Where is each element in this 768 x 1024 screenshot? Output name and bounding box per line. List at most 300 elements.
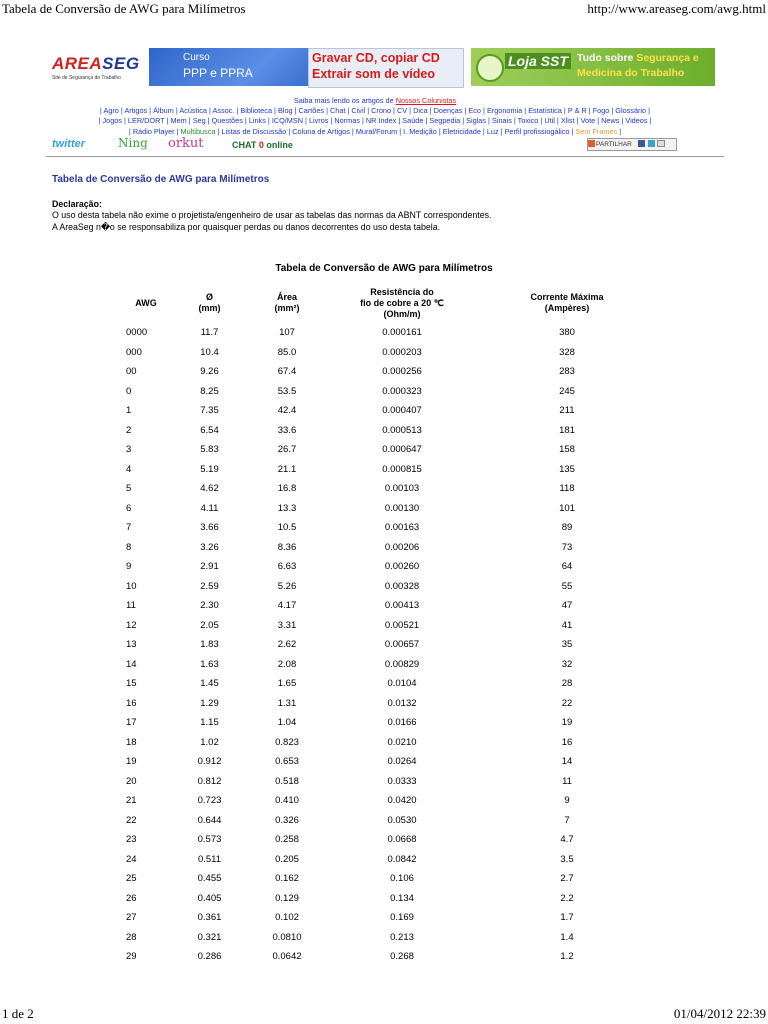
cell-area-mm2: 2.08 xyxy=(277,658,297,670)
nav-item-link[interactable]: I. Medição xyxy=(403,126,437,136)
cell-diameter-mm: 3.26 xyxy=(200,541,219,553)
nav-separator: | xyxy=(242,116,249,126)
cell-max-current: 245 xyxy=(559,385,575,397)
ad3-shop-name: Loja SST xyxy=(505,53,571,69)
nav-separator: | xyxy=(359,116,366,126)
cell-diameter-mm: 3.66 xyxy=(200,522,219,534)
cell-diameter-mm: 1.29 xyxy=(200,697,219,709)
table-row xyxy=(110,323,667,343)
cell-max-current: 1.2 xyxy=(560,951,574,963)
nav-separator: | xyxy=(460,116,467,126)
print-header xyxy=(0,0,768,18)
cell-area-mm2: 0.102 xyxy=(275,912,299,924)
disclaimer-line-2: A AreaSeg n�o se responsabiliza por quaisquer perdas ou danos decorrentes do uso desta tabela. xyxy=(52,221,441,232)
nav-item-link[interactable]: Artigos xyxy=(124,106,148,116)
nav-separator: | xyxy=(186,116,193,126)
cell-resistance: 0.000815 xyxy=(382,463,422,475)
ad1-big-text: PPP e PPRA xyxy=(183,66,253,80)
nav-item-link[interactable]: Saúde xyxy=(402,116,424,126)
cell-max-current: 380 xyxy=(559,327,575,339)
nav-separator: | xyxy=(324,106,331,116)
ad-gravar-cd[interactable] xyxy=(308,48,464,88)
areaseg-logo[interactable] xyxy=(52,54,148,86)
ad3-line1-b: Segurança e xyxy=(636,52,699,64)
table-row xyxy=(110,616,667,636)
nav-separator: | xyxy=(173,106,180,116)
cell-awg: 8 xyxy=(126,541,132,553)
ad3-line1 xyxy=(577,52,699,64)
cell-diameter-mm: 5.19 xyxy=(200,463,219,475)
cell-area-mm2: 13.3 xyxy=(277,502,297,514)
cell-awg: 00 xyxy=(126,366,137,378)
cell-area-mm2: 0.129 xyxy=(275,892,299,904)
cell-diameter-mm: 1.02 xyxy=(200,736,219,748)
table-row xyxy=(110,733,667,753)
cell-awg: 17 xyxy=(126,717,137,729)
nav-separator: | xyxy=(538,116,545,126)
cell-area-mm2: 0.653 xyxy=(275,756,299,768)
cell-resistance: 0.00130 xyxy=(384,502,420,514)
cell-diameter-mm: 10.4 xyxy=(200,346,219,358)
cell-area-mm2: 2.62 xyxy=(277,639,297,651)
header-diameter-l1: Ø xyxy=(205,292,213,302)
cell-area-mm2: 1.65 xyxy=(277,678,297,690)
cell-diameter-mm: 1.83 xyxy=(200,639,219,651)
table-row xyxy=(110,928,667,948)
nav-item-link[interactable]: Doenças xyxy=(433,106,463,116)
nav-item-link[interactable]: Siglas xyxy=(466,116,487,126)
cell-max-current: 181 xyxy=(559,424,575,436)
cell-diameter-mm: 5.83 xyxy=(200,444,219,456)
ad3-line2: Medicina do Trabalho xyxy=(577,67,685,79)
cell-diameter-mm: 2.59 xyxy=(200,580,219,592)
nav-item-link[interactable]: Assoc. xyxy=(212,106,235,116)
cell-max-current: 55 xyxy=(561,580,573,592)
cell-awg: 14 xyxy=(126,658,137,670)
cell-awg: 4 xyxy=(126,463,132,475)
disclaimer-heading: Declaração: xyxy=(52,199,102,209)
table-row xyxy=(110,596,667,616)
cell-awg: 20 xyxy=(126,775,137,787)
nav-item-link[interactable]: Segpedia xyxy=(429,116,461,126)
cell-resistance: 0.0166 xyxy=(387,717,417,729)
nav-item-link[interactable]: Vote xyxy=(580,116,596,126)
cell-diameter-mm: 2.30 xyxy=(200,600,219,612)
nav-separator: | xyxy=(462,106,469,116)
email-icon xyxy=(657,140,665,147)
table-row xyxy=(110,889,667,909)
header-awg xyxy=(110,283,182,323)
nav-separator: | xyxy=(118,106,125,116)
cell-area-mm2: 0.518 xyxy=(275,775,299,787)
cell-area-mm2: 0.410 xyxy=(275,795,299,807)
print-page-title: Tabela de Conversão de AWG para Milímetros xyxy=(2,1,246,16)
nav-separator: | xyxy=(498,126,505,136)
cell-diameter-mm: 6.54 xyxy=(200,424,219,436)
cell-diameter-mm: 9.26 xyxy=(200,366,219,378)
nav-item-link[interactable]: Mural/Forum xyxy=(355,126,398,136)
cell-diameter-mm: 1.63 xyxy=(200,658,219,670)
table-row xyxy=(110,908,667,928)
nav-item-link[interactable]: P & R xyxy=(567,106,587,116)
cell-max-current: 283 xyxy=(559,366,575,378)
ning-link[interactable]: Ning xyxy=(118,136,148,150)
nav-item-link[interactable]: Blog xyxy=(277,106,293,116)
table-row xyxy=(110,382,667,402)
nav-item-link[interactable]: Rádio Player xyxy=(132,126,175,136)
table-row xyxy=(110,421,667,441)
cell-max-current: 35 xyxy=(561,639,573,651)
nav-row-2 xyxy=(60,116,690,126)
cell-awg: 000 xyxy=(126,346,142,358)
nav-item-link[interactable]: Jogos xyxy=(102,116,122,126)
nav-item-link[interactable]: Eco xyxy=(468,106,481,116)
nav-separator: | xyxy=(303,116,309,126)
cell-area-mm2: 0.205 xyxy=(275,853,299,865)
banner xyxy=(52,48,717,90)
cell-awg: 9 xyxy=(126,561,132,573)
cell-max-current: 3.5 xyxy=(560,853,574,865)
nav-separator: | xyxy=(128,126,133,136)
cell-awg: 29 xyxy=(126,951,137,963)
nav-item-link[interactable]: LER/DORT xyxy=(127,116,165,126)
table-row xyxy=(110,362,667,382)
cell-diameter-mm: 2.91 xyxy=(200,561,219,573)
page-title: Tabela de Conversão de AWG para Milímetros xyxy=(52,174,270,185)
ad2-line1: Gravar CD, copiar CD xyxy=(312,51,440,65)
table-row xyxy=(110,850,667,870)
cell-awg: 23 xyxy=(126,834,137,846)
nav-item-link[interactable]: Ergonomia xyxy=(486,106,523,116)
nav-separator: | xyxy=(147,106,154,116)
nav-separator: | xyxy=(511,116,518,126)
nav-item-link[interactable]: Agro xyxy=(103,106,119,116)
cell-awg: 21 xyxy=(126,795,137,807)
cell-resistance: 0.213 xyxy=(390,931,414,943)
cell-area-mm2: 10.5 xyxy=(277,522,297,534)
nav-separator: | xyxy=(265,116,272,126)
nav-item-link[interactable]: Util xyxy=(544,116,555,126)
share-label: PARTILHAR xyxy=(596,141,632,148)
cell-area-mm2: 0.162 xyxy=(275,873,299,885)
nav-item-link[interactable]: Álbum xyxy=(153,106,174,116)
disclaimer-line-1: O uso desta tabela não exime o projetista/engenheiro de usar as tabelas das normas da ABNT correspondentes. xyxy=(52,210,492,221)
awg-conversion-table xyxy=(110,283,667,967)
cell-diameter-mm: 0.455 xyxy=(197,873,222,885)
nav-item-link[interactable]: Normas xyxy=(334,116,360,126)
table-row xyxy=(110,811,667,831)
cell-diameter-mm: 0.812 xyxy=(197,775,222,787)
nav-separator: | xyxy=(561,106,568,116)
nav-separator: | xyxy=(619,116,626,126)
cell-awg: 3 xyxy=(126,444,132,456)
cell-resistance: 0.000161 xyxy=(382,327,422,339)
logo-subtitle: Site de Segurança do Trabalho xyxy=(52,75,121,81)
print-page-url: http://www.areaseg.com/awg.html xyxy=(587,1,766,16)
cell-area-mm2: 26.7 xyxy=(277,444,297,456)
nav-separator: | xyxy=(345,106,352,116)
social-bar xyxy=(52,136,682,154)
cell-awg: 27 xyxy=(126,912,137,924)
cell-resistance: 0.0530 xyxy=(387,814,417,826)
share-button[interactable] xyxy=(587,138,677,151)
cell-area-mm2: 107 xyxy=(279,327,295,339)
cell-resistance: 0.169 xyxy=(390,912,414,924)
cell-diameter-mm: 0.912 xyxy=(197,756,222,768)
header-resistance-l2: fio de cobre a 20 ℃ xyxy=(360,297,444,308)
cell-max-current: 7 xyxy=(564,814,570,826)
cell-area-mm2: 5.26 xyxy=(277,580,297,592)
cell-awg: 24 xyxy=(126,853,137,865)
nav-row-1 xyxy=(60,106,690,116)
header-diameter xyxy=(182,283,237,323)
nav-item-link[interactable]: Eletricidade xyxy=(442,126,481,136)
nav-item-link[interactable]: Glossário xyxy=(615,106,647,116)
cell-max-current: 2.7 xyxy=(560,873,574,885)
cell-resistance: 0.0104 xyxy=(387,678,417,690)
nav-item-link[interactable]: Biblioteca xyxy=(240,106,272,116)
cell-resistance: 0.106 xyxy=(390,873,414,885)
cell-resistance: 0.0132 xyxy=(387,697,417,709)
cell-awg: 2 xyxy=(126,424,132,436)
cell-max-current: 19 xyxy=(561,717,573,729)
table-row xyxy=(110,694,667,714)
cell-resistance: 0.00829 xyxy=(384,658,420,670)
chat-count: 0 xyxy=(258,140,264,150)
table-row xyxy=(110,343,667,363)
cell-max-current: 101 xyxy=(559,502,575,514)
cell-max-current: 41 xyxy=(561,619,573,631)
table-row xyxy=(110,713,667,733)
cell-resistance: 0.000647 xyxy=(382,444,422,456)
cell-awg: 22 xyxy=(126,814,137,826)
cell-diameter-mm: 0.723 xyxy=(197,795,222,807)
chat-label: CHAT xyxy=(232,140,257,150)
table-row xyxy=(110,401,667,421)
divider xyxy=(46,156,724,157)
cell-max-current: 9 xyxy=(564,795,570,807)
cell-resistance: 0.000323 xyxy=(382,385,422,397)
nav-separator: | xyxy=(234,106,241,116)
cell-awg: 28 xyxy=(126,931,137,943)
nav-item-link[interactable]: Acústica xyxy=(179,106,207,116)
nav-item-link[interactable]: Livros xyxy=(308,116,329,126)
ad2-line2: Extrair som de vídeo xyxy=(312,67,435,81)
chat-status: online xyxy=(266,140,293,150)
cell-max-current: 2.2 xyxy=(560,892,574,904)
table-header-row xyxy=(110,283,667,323)
header-awg-l1: AWG xyxy=(135,297,157,308)
table-row xyxy=(110,499,667,519)
cell-area-mm2: 42.4 xyxy=(277,405,297,417)
print-datetime: 01/04/2012 22:39 xyxy=(673,1006,766,1021)
nav-separator: | xyxy=(349,126,356,136)
cell-area-mm2: 1.31 xyxy=(277,697,297,709)
nav-item-link[interactable]: Fogo xyxy=(592,106,610,116)
nav-item-link[interactable]: Civil xyxy=(351,106,366,116)
leaf-icon xyxy=(476,54,504,82)
nav-separator: | xyxy=(609,106,616,116)
site-nav xyxy=(60,96,690,137)
cell-resistance: 0.00521 xyxy=(384,619,420,631)
header-max-current xyxy=(467,283,667,323)
cell-max-current: 22 xyxy=(561,697,573,709)
orkut-link[interactable]: orkut xyxy=(168,136,204,151)
nav-separator: | xyxy=(174,126,181,136)
cell-resistance: 0.00413 xyxy=(384,600,420,612)
nav-item-link[interactable]: Cartões xyxy=(298,106,325,116)
nav-separator: | xyxy=(396,116,403,126)
nav-item-link[interactable]: Crono xyxy=(371,106,392,116)
cell-max-current: 158 xyxy=(559,444,575,456)
table-row xyxy=(110,635,667,655)
nav-separator: | xyxy=(215,126,222,136)
nav-separator: | xyxy=(574,116,581,126)
table-row xyxy=(110,440,667,460)
twitter-link[interactable]: twitter xyxy=(52,138,85,150)
nav-item-link[interactable]: Links xyxy=(248,116,266,126)
cell-area-mm2: 8.36 xyxy=(277,541,297,553)
nav-separator: | xyxy=(646,106,651,116)
nav-item-link[interactable]: Coluna de Artigos xyxy=(292,126,350,136)
nav-item-link[interactable]: Sinais xyxy=(491,116,512,126)
cell-resistance: 0.00103 xyxy=(384,483,420,495)
cell-area-mm2: 67.4 xyxy=(277,366,297,378)
cell-area-mm2: 16.8 xyxy=(277,483,297,495)
nav-item-link[interactable]: Perfil profissiogálico xyxy=(504,126,570,136)
cell-max-current: 73 xyxy=(561,541,573,553)
cell-area-mm2: 4.17 xyxy=(277,600,297,612)
cell-max-current: 1.4 xyxy=(560,931,574,943)
twitter-small-icon xyxy=(648,140,655,147)
nav-item-link[interactable]: Listas de Discussão xyxy=(221,126,287,136)
nav-separator: | xyxy=(98,116,103,126)
nav-separator: | xyxy=(365,106,372,116)
nav-item-link[interactable]: Videos xyxy=(625,116,648,126)
chat-link[interactable] xyxy=(232,140,293,150)
nav-item-link[interactable]: Mem xyxy=(170,116,187,126)
facebook-icon xyxy=(638,140,645,147)
cell-max-current: 135 xyxy=(559,463,575,475)
cell-area-mm2: 85.0 xyxy=(277,346,297,358)
header-resistance-l1: Resistência do xyxy=(370,286,434,297)
nav-item-link[interactable]: Chat xyxy=(330,106,346,116)
nav-separator: | xyxy=(647,116,652,126)
nav-item-link[interactable]: Seg xyxy=(192,116,206,126)
nav-separator: | xyxy=(206,106,213,116)
nav-separator: | xyxy=(486,116,492,126)
cell-area-mm2: 0.0642 xyxy=(272,951,302,963)
cell-awg: 11 xyxy=(126,600,136,612)
cell-diameter-mm: 0.286 xyxy=(197,951,222,963)
cell-diameter-mm: 1.15 xyxy=(200,717,219,729)
cell-area-mm2: 0.258 xyxy=(275,834,299,846)
nav-colunistas-link[interactable]: Nossos Colunistas xyxy=(395,96,457,105)
nav-separator: | xyxy=(407,106,414,116)
cell-diameter-mm: 0.405 xyxy=(197,892,222,904)
nav-separator: | xyxy=(586,106,593,116)
nav-separator: | xyxy=(569,126,576,136)
nav-item-link[interactable]: CV xyxy=(396,106,408,116)
nav-item-link[interactable]: NR Index xyxy=(365,116,397,126)
cell-diameter-mm: 0.511 xyxy=(197,853,222,865)
nav-separator: | xyxy=(480,126,487,136)
header-current-l1: Corrente Máxima xyxy=(530,292,604,302)
nav-item-link[interactable]: Xlist xyxy=(560,116,575,126)
cell-resistance: 0.00163 xyxy=(384,522,420,534)
cell-max-current: 11 xyxy=(562,775,572,787)
ad1-small-text: Curso xyxy=(183,52,210,63)
table-row xyxy=(110,460,667,480)
nav-item-link[interactable]: News xyxy=(601,116,620,126)
nav-item-link[interactable]: ICQ/MSN xyxy=(271,116,304,126)
header-current-l2: (Ampères) xyxy=(544,303,590,313)
cell-max-current: 28 xyxy=(561,678,573,690)
nav-separator: | xyxy=(205,116,212,126)
nav-item-link[interactable]: Sem Frames xyxy=(575,126,618,136)
cell-max-current: 328 xyxy=(559,346,575,358)
table-row xyxy=(110,479,667,499)
logo-text-area: AREA xyxy=(52,54,103,73)
cell-max-current: 89 xyxy=(561,522,573,534)
cell-resistance: 0.268 xyxy=(390,951,414,963)
cell-awg: 19 xyxy=(126,756,137,768)
nav-separator: | xyxy=(554,116,561,126)
cell-area-mm2: 53.5 xyxy=(277,385,297,397)
nav-separator: | xyxy=(595,116,602,126)
nav-item-link[interactable]: Multibusca xyxy=(180,126,216,136)
cell-diameter-mm: 2.05 xyxy=(200,619,219,631)
cell-diameter-mm: 4.11 xyxy=(200,502,219,514)
ad-curso-ppp-ppra[interactable] xyxy=(149,48,327,86)
table-row xyxy=(110,752,667,772)
cell-awg: 25 xyxy=(126,873,137,885)
nav-item-link[interactable]: Estatística xyxy=(528,106,562,116)
cell-diameter-mm: 7.35 xyxy=(200,405,219,417)
nav-separator: | xyxy=(286,126,293,136)
nav-item-link[interactable]: Questões xyxy=(211,116,243,126)
ad-loja-sst[interactable] xyxy=(471,48,715,86)
cell-area-mm2: 33.6 xyxy=(277,424,297,436)
print-footer xyxy=(0,1004,768,1024)
cell-diameter-mm: 0.644 xyxy=(197,814,222,826)
cell-area-mm2: 1.04 xyxy=(277,717,297,729)
cell-awg: 10 xyxy=(126,580,137,592)
cell-awg: 0000 xyxy=(126,327,148,339)
header-area xyxy=(237,283,337,323)
header-area-l2: (mm²) xyxy=(274,303,300,313)
nav-separator: | xyxy=(436,126,443,136)
cell-resistance: 0.0668 xyxy=(387,834,417,846)
nav-separator: | xyxy=(397,126,404,136)
cell-awg: 1 xyxy=(126,405,132,417)
nav-intro xyxy=(60,96,690,106)
cell-max-current: 118 xyxy=(559,483,575,495)
cell-max-current: 64 xyxy=(561,561,573,573)
nav-item-link[interactable]: Dica xyxy=(413,106,428,116)
header-resistance xyxy=(337,283,467,323)
nav-item-link[interactable]: Luz xyxy=(486,126,499,136)
cell-resistance: 0.00328 xyxy=(384,580,420,592)
share-icon xyxy=(588,140,595,147)
ad3-line1-a: Tudo sobre xyxy=(577,52,637,64)
cell-diameter-mm: 11.7 xyxy=(200,327,219,339)
table-row xyxy=(110,557,667,577)
cell-area-mm2: 21.1 xyxy=(277,463,297,475)
table-row xyxy=(110,869,667,889)
cell-resistance: 0.0842 xyxy=(387,853,417,865)
nav-item-link[interactable]: Toxico xyxy=(517,116,539,126)
